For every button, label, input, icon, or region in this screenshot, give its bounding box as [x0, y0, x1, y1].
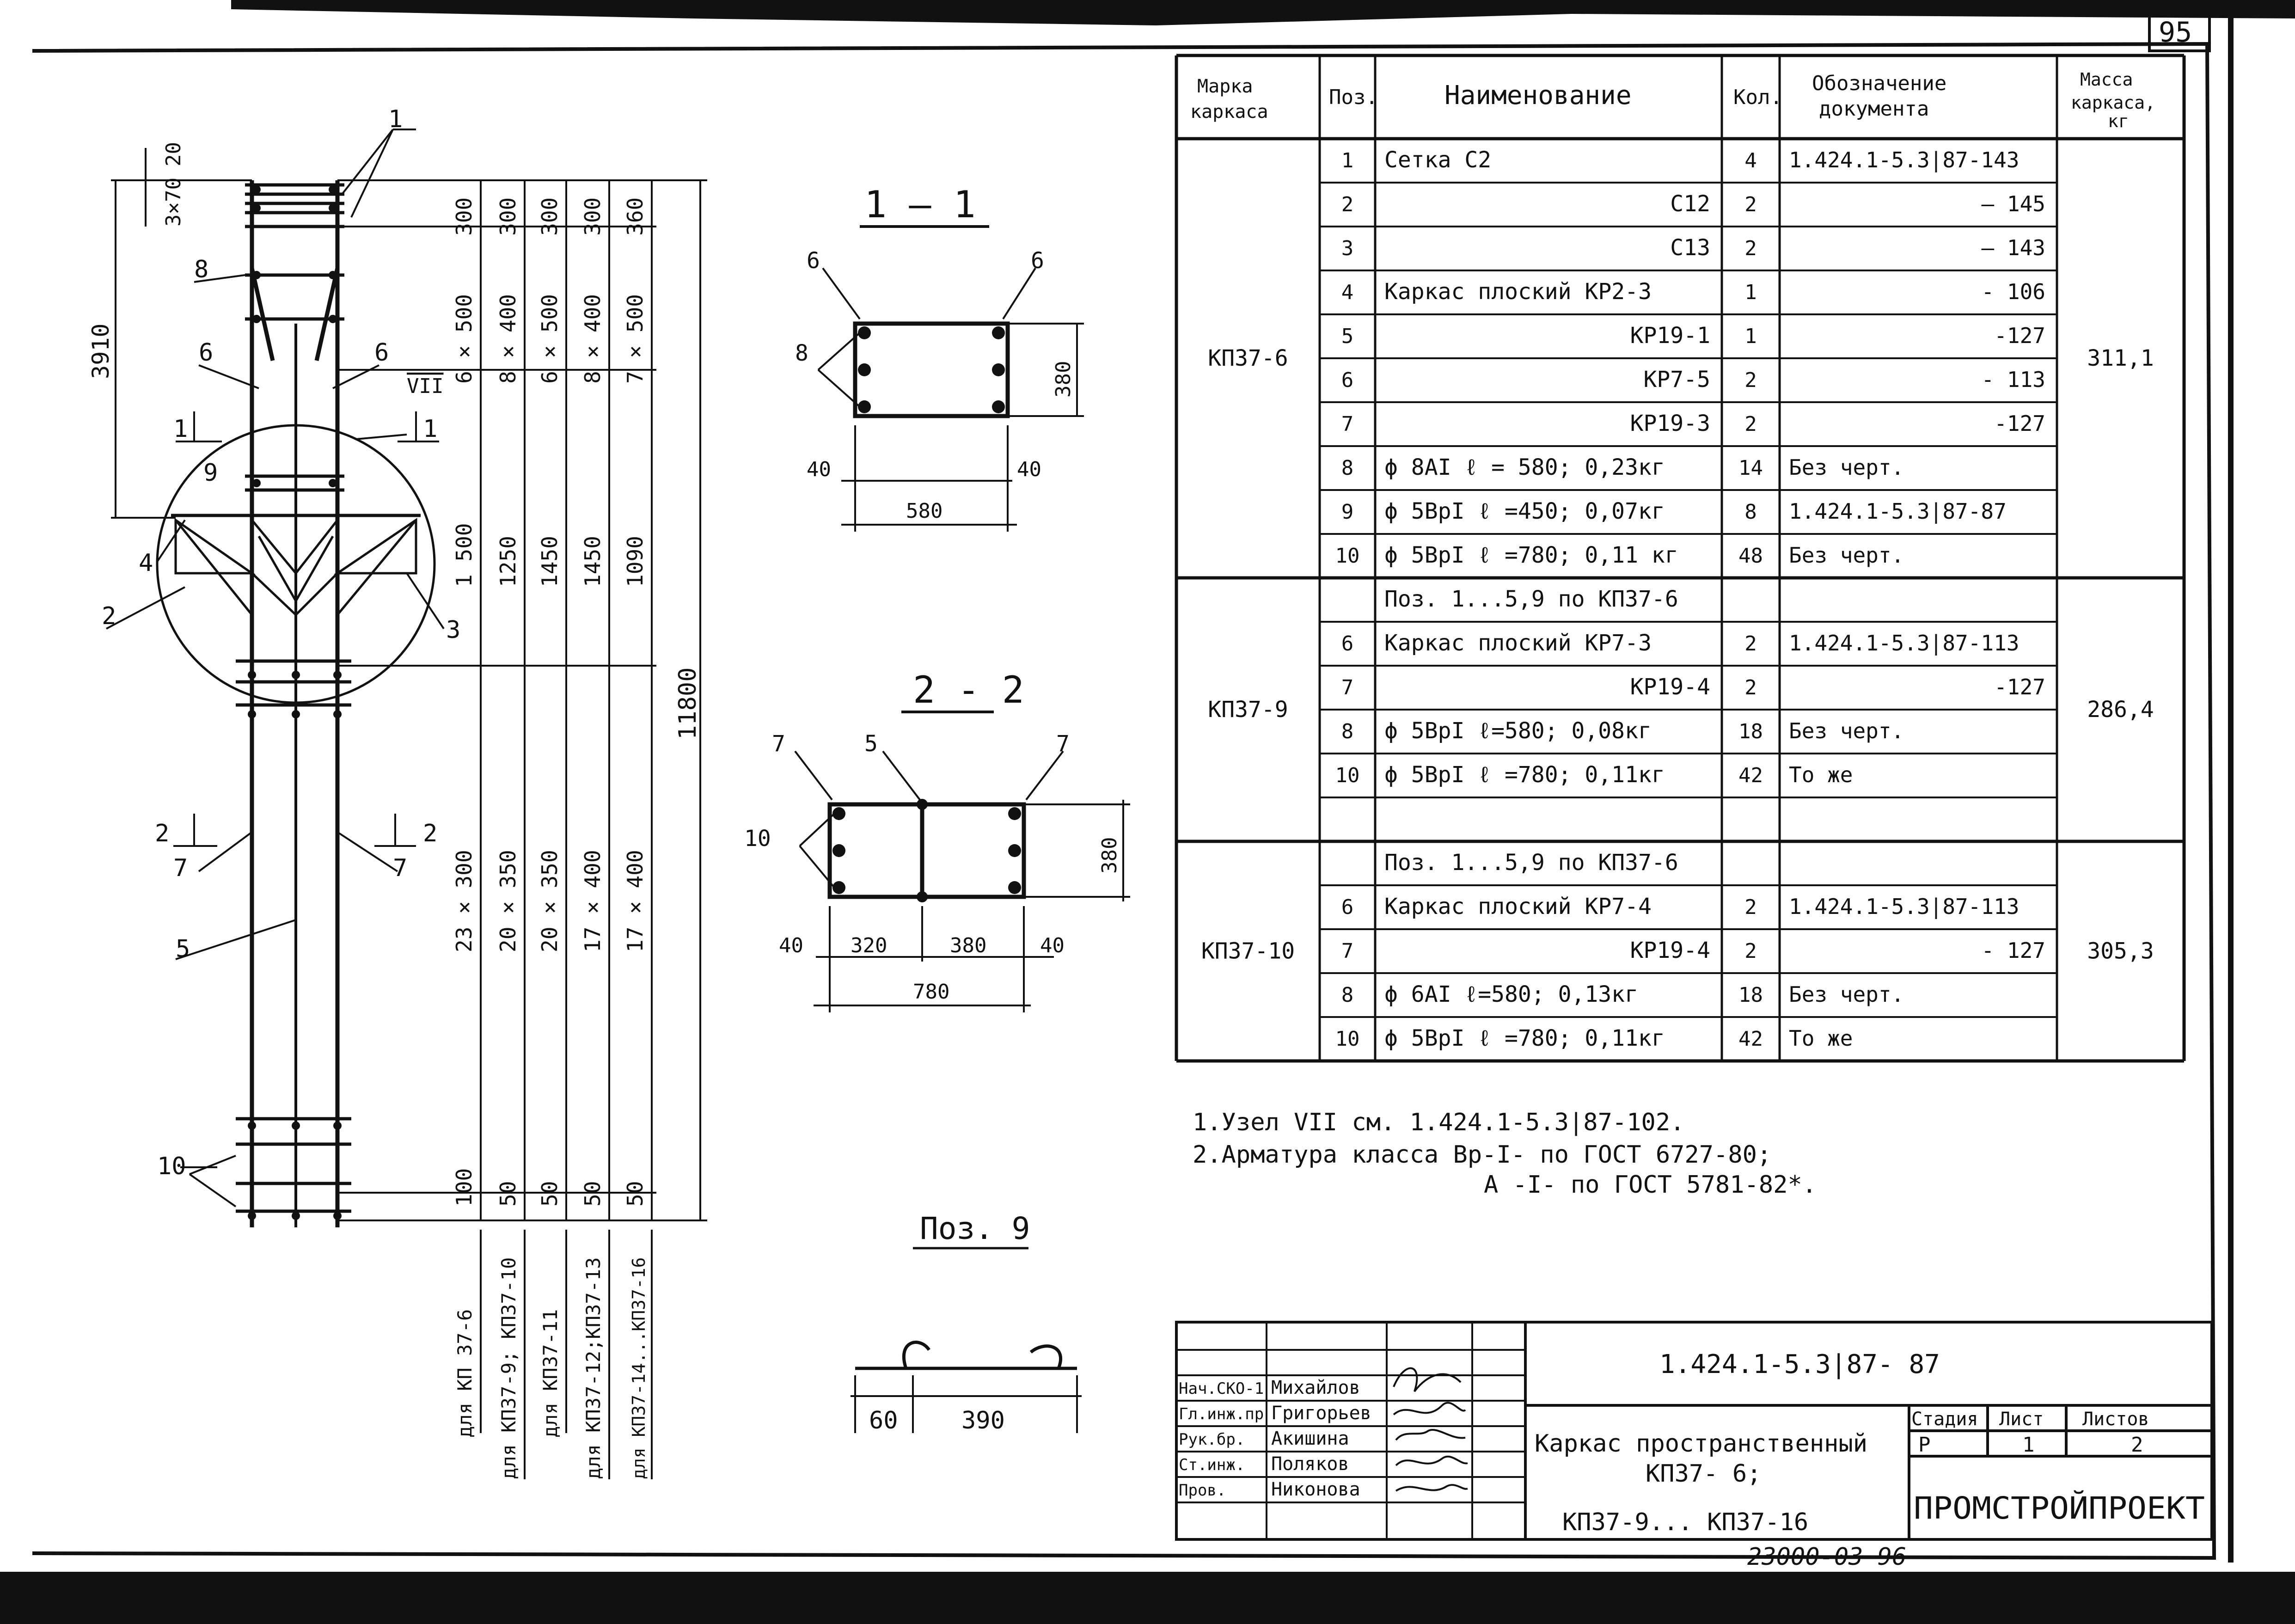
section-1-dim-580: 580: [906, 499, 943, 523]
callout-7-left: 7: [173, 854, 188, 882]
spec-qty: 14: [1738, 456, 1763, 480]
role-4: Ст.инж.: [1179, 1456, 1245, 1474]
spec-qty: 4: [1744, 149, 1757, 172]
spacing-c4-r4: 17 × 400: [580, 850, 605, 952]
spec-name: С12: [1670, 191, 1710, 217]
callout-6-left: 6: [199, 339, 214, 367]
top-dim-3x70: 3×70: [162, 178, 185, 227]
spec-name: Сетка С2: [1384, 147, 1492, 173]
spec-pos: 7: [1341, 939, 1354, 963]
callout-7-right: 7: [393, 854, 408, 882]
column-label-kp37-14-16: для КП37-14...КП37-16: [629, 1257, 649, 1479]
spec-qty: 42: [1738, 1027, 1763, 1051]
spec-name: Каркас плоский КР2-3: [1384, 279, 1652, 305]
spec-pos: 8: [1341, 720, 1354, 743]
spec-name: ϕ 5ВрI ℓ=580; 0,08кг: [1384, 718, 1652, 744]
sheet-number: 95: [2159, 16, 2192, 49]
spec-doc: — 145: [1981, 191, 2045, 216]
frame-mark: КП37-9: [1208, 697, 1288, 723]
section-2-dim-320: 320: [851, 934, 887, 957]
spec-pos: 5: [1341, 325, 1354, 348]
spec-name: КР19-1: [1630, 323, 1710, 349]
column-label-kp37-9-10: для КП37-9; КП37-10: [497, 1257, 520, 1479]
note-1: 1.Узел VII см. 1.424.1-5.3|87-102.: [1193, 1109, 1685, 1136]
scan-right-edge: [2228, 0, 2234, 1563]
column-label-kp37-12-13: для КП37-12;КП37-13: [582, 1257, 605, 1479]
section-2-title: 2 - 2: [913, 668, 1024, 711]
spec-doc: 1.424.1-5.3|87-113: [1789, 631, 2020, 656]
spec-pos: 1: [1341, 149, 1354, 172]
header-qty: Кол.: [1733, 86, 1782, 109]
archive-number: 23000-03 96: [1747, 1543, 1907, 1571]
callout-8: 8: [194, 256, 209, 283]
spec-name: ϕ 6АI ℓ=580; 0,13кг: [1384, 981, 1638, 1007]
pos-9-detail: [851, 1211, 1082, 1434]
column-elevation: [87, 105, 707, 1479]
spec-pos: 9: [1341, 500, 1354, 524]
spec-doc: -127: [1994, 411, 2045, 436]
spec-name: КР19-4: [1630, 938, 1710, 963]
spacing-c4-r2: 8 × 400: [580, 294, 605, 384]
spec-doc: Без черт.: [1789, 543, 1904, 568]
section-2-label-5: 5: [864, 731, 878, 757]
callout-1: 1: [388, 105, 403, 133]
spec-qty: 18: [1738, 983, 1763, 1007]
spec-pos: 6: [1341, 895, 1354, 919]
header-mark-line1: Марка: [1197, 76, 1253, 97]
spec-doc: - 106: [1981, 279, 2045, 304]
left-dim-3910: 3910: [87, 323, 114, 379]
spec-qty: 2: [1744, 895, 1757, 919]
header-doc-line1: Обозначение: [1812, 72, 1947, 95]
spacing-c4-r3: 1450: [580, 536, 605, 587]
header-mass-line3: кг: [2108, 111, 2129, 131]
scan-top-shadow: [231, 0, 2295, 25]
spacing-c4-r5: 50: [580, 1181, 605, 1207]
section-1-label-6-right: 6: [1031, 248, 1044, 274]
spec-doc: — 143: [1981, 235, 2045, 260]
note-3: А -I- по ГОСТ 5781-82*.: [1484, 1171, 1817, 1199]
spec-doc: То же: [1789, 1026, 1853, 1051]
spec-name: ϕ 5ВрI ℓ =780; 0,11кг: [1384, 762, 1665, 788]
name-1: Михайлов: [1271, 1377, 1360, 1398]
header-mark-line2: каркаса: [1190, 101, 1268, 123]
spec-doc: Без черт.: [1789, 455, 1904, 480]
spec-doc: 1.424.1-5.3|87-143: [1789, 147, 2020, 172]
spacing-c3-r4: 20 × 350: [537, 850, 562, 952]
callout-section-1-right: 1: [423, 415, 438, 443]
spacing-c3-r2: 6 × 500: [537, 294, 562, 384]
section-1-label-8: 8: [795, 340, 808, 366]
frame-mass: 305,3: [2087, 938, 2154, 964]
section-2-label-7-right: 7: [1056, 731, 1070, 757]
section-1-label-6-left: 6: [807, 248, 820, 274]
spec-name: Каркас плоский КР7-3: [1384, 630, 1652, 656]
section-1-title: 1 — 1: [864, 183, 976, 226]
spec-pos: 6: [1341, 368, 1354, 392]
title-line-3: КП37-9... КП37-16: [1562, 1508, 1809, 1536]
spacing-c1-r4: 23 × 300: [452, 850, 477, 952]
spacing-c2-r2: 8 × 400: [496, 294, 520, 384]
specification-table: [1176, 55, 2184, 1061]
section-2-label-10: 10: [744, 826, 771, 852]
spec-pos: 7: [1341, 676, 1354, 699]
spec-pos: 8: [1341, 983, 1354, 1007]
note-2: 2.Арматура класса Вр-I- по ГОСТ 6727-80;: [1193, 1141, 1772, 1169]
spec-qty: 2: [1744, 368, 1757, 392]
sheet-label: Лист: [1999, 1409, 2044, 1430]
section-1-dim-40-left: 40: [807, 458, 831, 481]
spacing-c2-r1: 300: [496, 197, 520, 236]
callout-2: 2: [102, 602, 116, 630]
header-name: Наименование: [1444, 80, 1632, 110]
spacing-c5-r5: 50: [623, 1181, 648, 1207]
section-1-dim-40-right: 40: [1017, 458, 1041, 481]
spec-qty: 42: [1738, 764, 1763, 787]
spec-doc: -127: [1994, 323, 2045, 348]
scan-bottom-shadow: [0, 1572, 2295, 1624]
spec-name: ϕ 5ВрI ℓ =450; 0,07кг: [1384, 498, 1665, 524]
role-2: Гл.инж.пр: [1179, 1405, 1264, 1423]
spec-pos: 10: [1335, 544, 1360, 568]
section-1-1: [795, 183, 1084, 532]
spec-qty: 2: [1744, 412, 1757, 436]
org-name: ПРОМСТРОЙПРОЕКТ: [1914, 1490, 2190, 1526]
spec-pos: 3: [1341, 237, 1354, 260]
total-dim-11800: 11800: [674, 667, 702, 740]
spacing-c4-r1: 300: [580, 197, 605, 236]
callout-section-2-right: 2: [423, 820, 438, 847]
sheets-label: Листов: [2082, 1409, 2149, 1430]
spacing-c3-r1: 300: [537, 197, 562, 236]
callout-4: 4: [139, 549, 153, 577]
header-pos: Поз.: [1329, 86, 1378, 109]
frame-mark: КП37-6: [1208, 345, 1288, 371]
spec-pos: 6: [1341, 632, 1354, 656]
callout-6-right: 6: [374, 339, 389, 367]
role-3: Рук.бр.: [1179, 1430, 1245, 1449]
callout-5: 5: [176, 935, 190, 963]
section-1-dim-380: 380: [1052, 361, 1075, 398]
spec-pos: 10: [1335, 764, 1360, 787]
spec-doc: - 113: [1981, 367, 2045, 392]
notes: [1193, 1109, 1817, 1199]
header-mass-line1: Масса: [2080, 69, 2133, 90]
section-2-dim-380: 380: [950, 934, 987, 957]
spec-name: ϕ 5ВрI ℓ =780; 0,11кг: [1384, 1025, 1665, 1051]
spec-name: КР7-5: [1643, 367, 1710, 392]
sheet-value: 1: [2022, 1433, 2035, 1457]
callout-9: 9: [203, 459, 218, 487]
callout-3: 3: [446, 616, 461, 644]
frame-mass: 286,4: [2087, 697, 2154, 723]
spec-name: Поз. 1...5,9 по КП37-6: [1384, 586, 1678, 612]
spec-doc: 1.424.1-5.3|87-113: [1789, 894, 2020, 919]
spec-qty: 18: [1738, 720, 1763, 743]
spec-qty: 2: [1744, 632, 1757, 656]
doc-code: 1.424.1-5.3|87- 87: [1659, 1349, 1940, 1379]
spec-pos: 8: [1341, 456, 1354, 480]
title-line-1: Каркас пространственный: [1535, 1430, 1868, 1458]
spec-doc: Без черт.: [1789, 718, 1904, 743]
spec-qty: 2: [1744, 676, 1757, 699]
section-2-dim-380-vert: 380: [1098, 837, 1121, 874]
spec-qty: 2: [1744, 237, 1757, 260]
spec-name: ϕ 5ВрI ℓ =780; 0,11 кг: [1384, 542, 1678, 568]
spec-qty: 2: [1744, 939, 1757, 963]
pos-9-dim-390: 390: [961, 1407, 1005, 1434]
spacing-c1-r3: 1 500: [452, 523, 477, 587]
sheet-frame: [32, 9, 2214, 1558]
sheets-value: 2: [2131, 1433, 2143, 1457]
spec-doc: -127: [1994, 674, 2045, 699]
frame-mass: 311,1: [2087, 345, 2154, 371]
pos-9-title: Поз. 9: [920, 1211, 1030, 1246]
spacing-c5-r1: 360: [623, 197, 648, 236]
spec-doc: - 127: [1981, 938, 2045, 963]
callout-section-2-left: 2: [155, 820, 170, 847]
top-dim-20: 20: [162, 142, 185, 166]
spacing-c5-r3: 1090: [623, 536, 648, 587]
signatures: [1394, 1368, 1468, 1491]
column-label-kp37-6: для КП 37-6: [453, 1309, 476, 1438]
spec-qty: 48: [1738, 544, 1763, 568]
spec-name: Поз. 1...5,9 по КП37-6: [1384, 850, 1678, 876]
role-1: Нач.СКО-1: [1179, 1379, 1264, 1398]
frame-mark: КП37-10: [1201, 938, 1295, 964]
section-2-dim-780: 780: [913, 980, 950, 1004]
header-doc-line2: документа: [1819, 97, 1929, 121]
spacing-c2-r5: 50: [496, 1181, 520, 1207]
role-5: Пров.: [1179, 1481, 1226, 1500]
pos-9-dim-60: 60: [869, 1407, 898, 1434]
spec-qty: 8: [1744, 500, 1757, 524]
spec-pos: 2: [1341, 193, 1354, 216]
column-label-kp37-11: для КП37-11: [539, 1309, 562, 1438]
spec-qty: 2: [1744, 193, 1757, 216]
section-2-2: [744, 668, 1130, 1012]
title-line-2: КП37- 6;: [1646, 1460, 1762, 1488]
section-2-label-7-left: 7: [772, 731, 785, 757]
name-5: Никонова: [1271, 1479, 1360, 1500]
spec-qty: 1: [1744, 325, 1757, 348]
spec-name: С13: [1670, 235, 1710, 261]
stage-value: Р: [1918, 1433, 1931, 1457]
callout-section-1-left: 1: [173, 415, 188, 443]
callout-node-vii: VII: [407, 374, 444, 398]
spacing-c2-r4: 20 × 350: [496, 850, 520, 952]
spec-pos: 7: [1341, 412, 1354, 436]
spec-name: КР19-4: [1630, 674, 1710, 700]
spec-name: КР19-3: [1630, 411, 1710, 436]
name-4: Поляков: [1271, 1453, 1349, 1475]
header-mass-line2: каркаса,: [2071, 92, 2156, 113]
spacing-c1-r1: 300: [452, 197, 477, 236]
spacing-c3-r3: 1450: [537, 536, 562, 587]
spec-pos: 4: [1341, 281, 1354, 304]
callout-10: 10: [157, 1152, 186, 1180]
spec-doc: Без черт.: [1789, 982, 1904, 1007]
spacing-c1-r5: 100: [452, 1168, 477, 1207]
spacing-c2-r3: 1250: [496, 536, 520, 587]
spacing-c5-r4: 17 × 400: [623, 850, 648, 952]
section-2-dim-40-left: 40: [779, 934, 803, 957]
spacing-c3-r5: 50: [537, 1181, 562, 1207]
spacing-c1-r2: 6 × 500: [452, 294, 477, 384]
stage-label: Стадия: [1911, 1409, 1978, 1430]
spec-pos: 10: [1335, 1027, 1360, 1051]
section-2-dim-40-right: 40: [1040, 934, 1065, 957]
spec-qty: 1: [1744, 281, 1757, 304]
name-3: Акишина: [1271, 1428, 1349, 1449]
spacing-c5-r2: 7 × 500: [623, 294, 648, 384]
spec-name: ϕ 8АI ℓ = 580; 0,23кг: [1384, 454, 1665, 480]
title-block: [1176, 1322, 2212, 1571]
name-2: Григорьев: [1271, 1403, 1371, 1424]
spec-name: Каркас плоский КР7-4: [1384, 894, 1652, 919]
spec-doc: То же: [1789, 762, 1853, 787]
spec-doc: 1.424.1-5.3|87-87: [1789, 499, 2007, 524]
